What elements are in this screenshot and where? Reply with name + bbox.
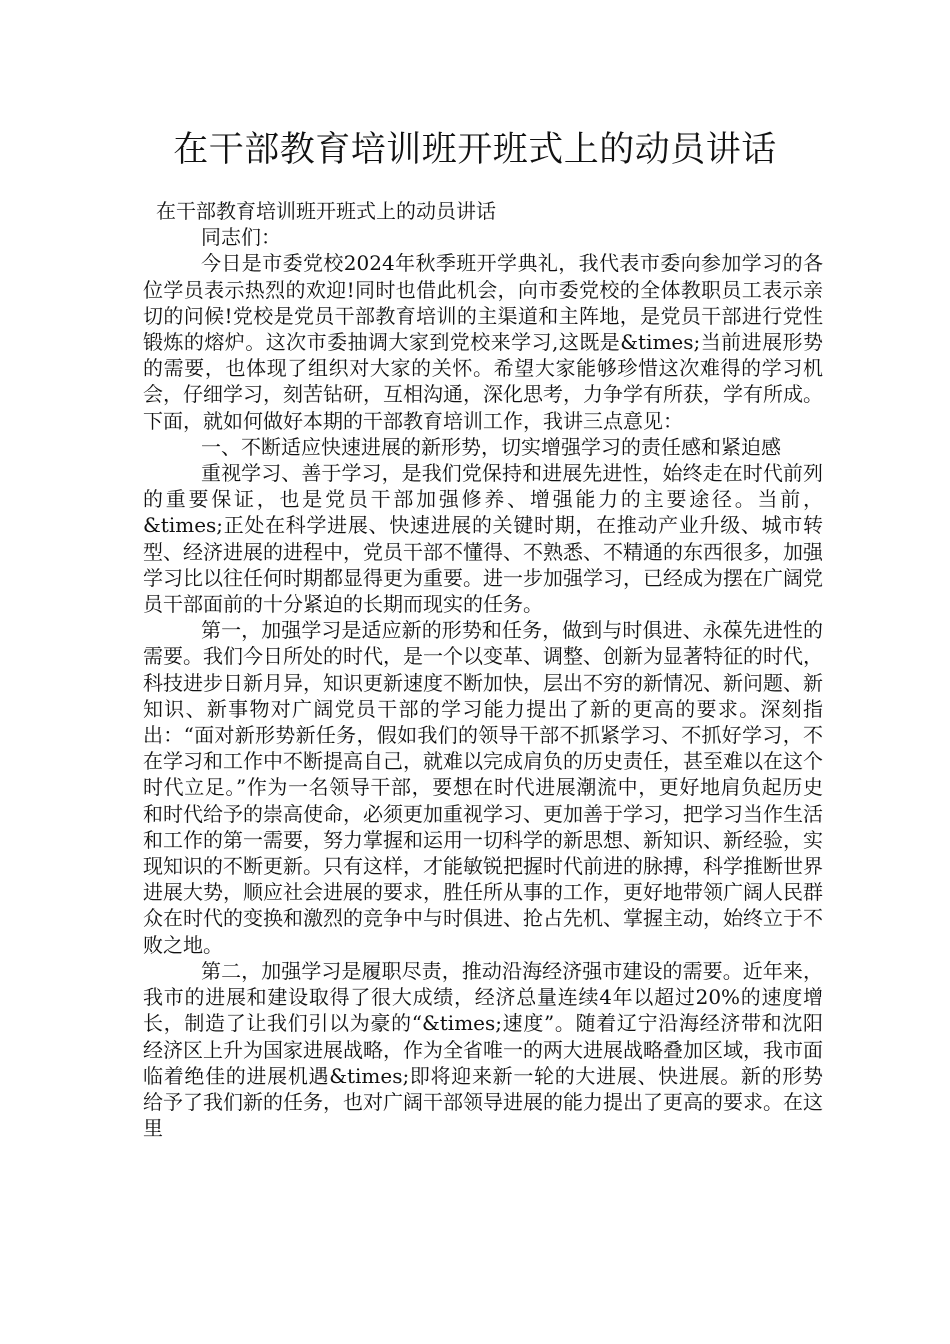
document-subtitle: 在干部教育培训班开班式上的动员讲话 <box>156 199 496 223</box>
paragraph-point-2: 第二，加强学习是履职尽责，推动沿海经济强市建设的需要。近年来，我市的进展和建设取得了很大成绩，经济总量连续4年以超过20%的速度增长，制造了让我们引以为豪的“&times;速度”。随着辽宁沿海经济带和沈阳经济区上升为国家进展战略，作为全省唯一的两大进展战略叠加区域，我市面临着绝佳的进展机遇&times;即将迎来新一轮的大进展、快进展。新的形势给予了我们新的任务，也对广阔干部领导进展的能力提出了更高的要求。在这里 <box>143 958 823 1141</box>
document-title: 在干部教育培训班开班式上的动员讲话 <box>173 130 777 170</box>
document-body <box>143 198 823 1141</box>
paragraph-point-1: 第一，加强学习是适应新的形势和任务，做到与时俱进、永葆先进性的需要。我们今日所处的时代，是一个以变革、调整、创新为显著特征的时代，科技进步日新月异，知识更新速度不断加快，层出不穷的新情况、新问题、新知识、新事物对广阔党员干部的学习能力提出了新的更高的要求。深刻指出：“面对新形势新任务，假如我们的领导干部不抓紧学习、不抓好学习，不在学习和工作中不断提高自己，就难以完成肩负的历史责任，甚至难以在这个时代立足。”作为一名领导干部，要想在时代进展潮流中，更好地肩负起历史和时代给予的崇高使命，必须更加重视学习、更加善于学习，把学习当作生活和工作的第一需要，努力掌握和运用一切科学的新思想、新知识、新经验，实现知识的不断更新。只有这样，才能敏锐把握时代前进的脉搏，科学推断世界进展大势，顺应社会进展的要求，胜任所从事的工作，更好地带领广阔人民群众在时代的变换和激烈的竞争中与时俱进、抢占先机、掌握主动，始终立于不败之地。 <box>143 618 823 957</box>
salutation: 同志们： <box>201 225 281 250</box>
paragraph-intro: 今日是市委党校2024年秋季班开学典礼，我代表市委向参加学习的各位学员表示热烈的欢迎!同时也借此机会，向市委党校的全体教职员工表示亲切的问候!党校是党员干部教育培训的主渠道和主阵地，是党员干部进行党性锻炼的熔炉。这次市委抽调大家到党校来学习,这既是&times;当前进展形势的需要，也体现了组织对大家的关怀。希望大家能够珍惜这次难得的学习机会，仔细学习，刻苦钻研，互相沟通，深化思考，力争学有所获，学有所成。下面，就如何做好本期的干部教育培训工作，我讲三点意见： <box>143 251 823 433</box>
section-heading-1: 一、不断适应快速进展的新形势，切实增强学习的责任感和紧迫感 <box>201 434 781 459</box>
paragraph-section-1: 重视学习、善于学习，是我们党保持和进展先进性，始终走在时代前列的重要保证，也是党员干部加强修养、增强能力的主要途径。当前，&times;正处在科学进展、快速进展的关键时期，在推动产业升级、城市转型、经济进展的进程中，党员干部不懂得、不熟悉、不精通的东西很多，加强学习比以往任何时期都显得更为重要。进一步加强学习，已经成为摆在广阔党员干部面前的十分紧迫的长期而现实的任务。 <box>143 461 823 617</box>
